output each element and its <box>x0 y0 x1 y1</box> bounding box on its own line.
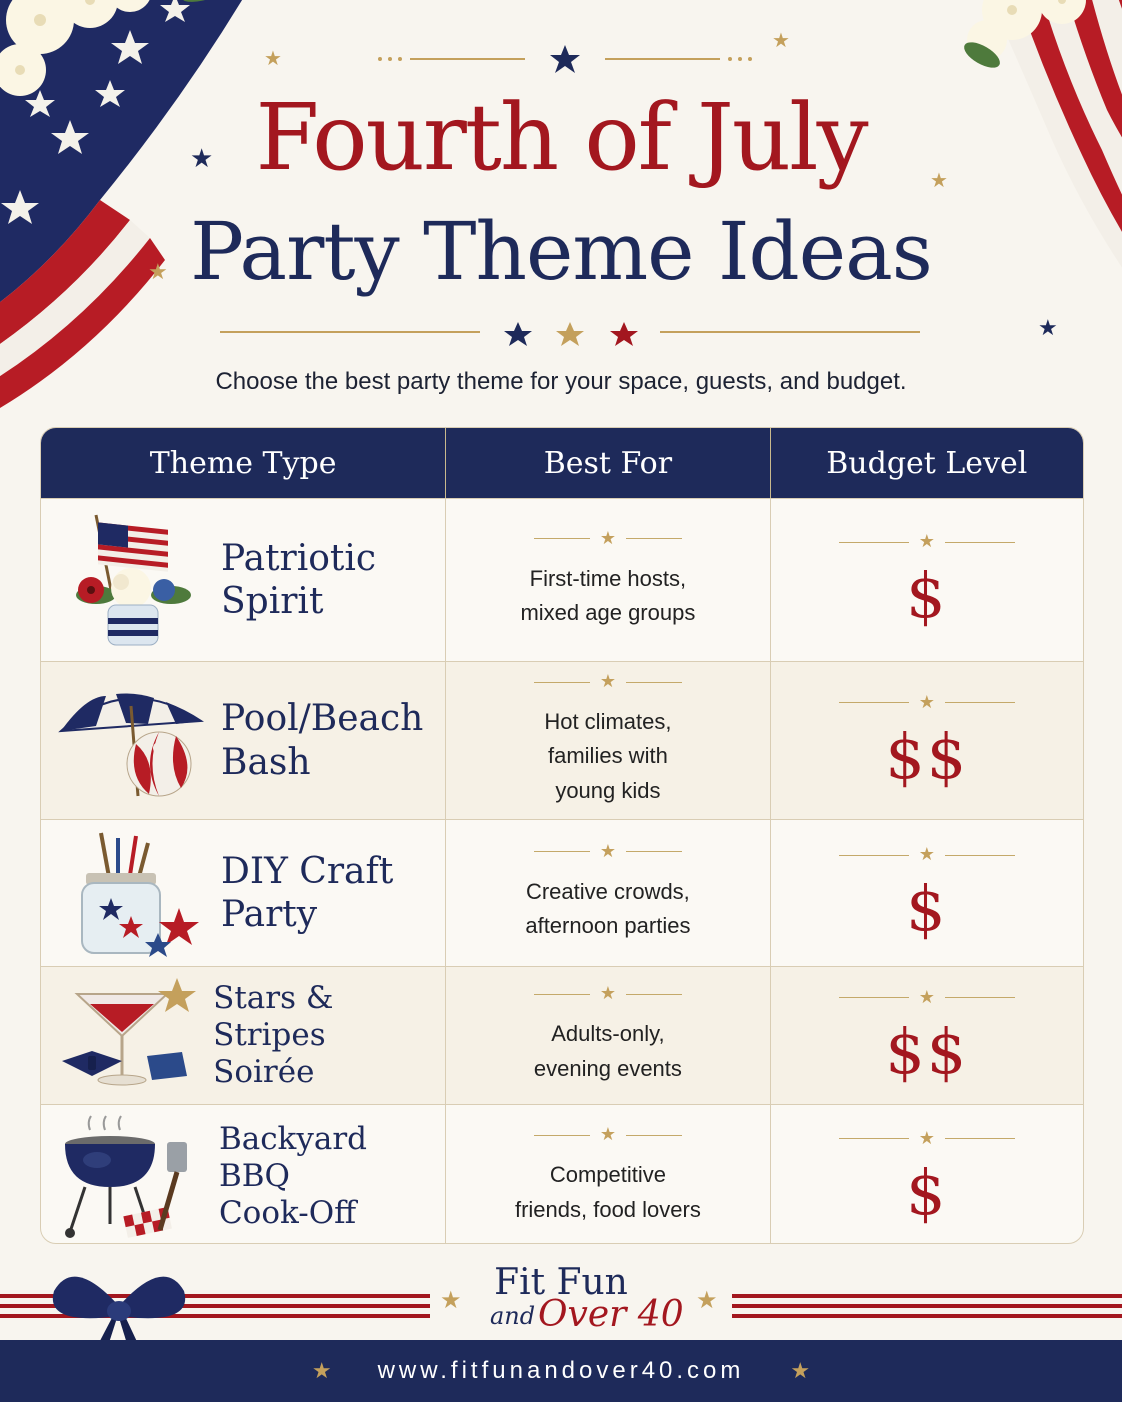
cocktail-bowtie-icon <box>52 976 202 1096</box>
table-header <box>41 428 1083 498</box>
star-icon: ★ <box>918 1127 935 1149</box>
title-divider <box>220 320 920 348</box>
best-for-cell <box>446 662 770 819</box>
budget-cell <box>771 1105 1083 1244</box>
theme-name: Backyard BBQ Cook-Off <box>218 1120 368 1232</box>
star-icon: ★ <box>599 527 616 549</box>
budget-level: $ <box>906 559 948 632</box>
logo-text-fit-fun: Fit Fun <box>494 1262 628 1303</box>
theme-cell <box>41 967 446 1104</box>
logo-text-over-40: Over 40 <box>538 1294 684 1335</box>
best-for-text: Creative crowds, afternoon parties <box>525 878 691 938</box>
budget-cell <box>771 967 1083 1104</box>
star-icon: ★ <box>440 1286 462 1314</box>
best-for-cell <box>446 820 770 966</box>
theme-cell <box>41 820 446 966</box>
theme-name: DIY Craft Party <box>221 850 394 935</box>
best-for-text: Hot climates, families with young kids <box>544 709 672 803</box>
star-icon: ★ <box>918 531 935 552</box>
budget-cell <box>771 820 1083 966</box>
craft-jar-icon <box>56 828 206 958</box>
title-line-1: Fourth of July <box>255 84 867 191</box>
star-icon: ★ <box>148 260 168 285</box>
star-icon: ★ <box>311 1358 332 1384</box>
budget-level: $ <box>906 1155 948 1229</box>
website-url[interactable]: www.fitfunandover40.com <box>377 1357 745 1384</box>
star-icon: ★ <box>599 671 616 693</box>
theme-cell <box>41 499 446 661</box>
theme-table <box>40 427 1084 1244</box>
star-icon: ★ <box>599 983 616 1005</box>
star-icon: ★ <box>696 1286 718 1314</box>
star-icon: ★ <box>599 1124 616 1146</box>
star-icon: ★ <box>1038 316 1058 341</box>
star-icon: ★ <box>790 1358 811 1384</box>
best-for-text: Competitive friends, food lovers <box>514 1162 701 1222</box>
star-icon: ★ <box>918 691 935 713</box>
star-icon: ★ <box>772 28 790 52</box>
table-row <box>41 661 1083 819</box>
star-icon: ★ <box>264 46 282 70</box>
logo-text-and: and <box>490 1302 536 1330</box>
best-for-cell <box>446 499 770 661</box>
theme-name: Patriotic Spirit <box>221 537 377 622</box>
flag-bouquet-icon <box>56 510 206 650</box>
theme-cell <box>41 662 446 819</box>
grill-icon <box>55 1112 205 1242</box>
star-icon: ★ <box>190 144 214 174</box>
table-row <box>41 1104 1083 1244</box>
budget-level: $$ <box>885 1014 969 1088</box>
header-best-for: Best For <box>446 428 770 498</box>
table-row <box>41 966 1083 1104</box>
best-for-cell <box>446 967 770 1104</box>
footer-bar <box>0 1340 1122 1402</box>
star-icon: ★ <box>930 168 948 192</box>
umbrella-beachball-icon <box>56 676 206 806</box>
table-row <box>41 498 1083 661</box>
table-row <box>41 819 1083 966</box>
budget-cell <box>771 499 1083 661</box>
star-icon: ★ <box>918 986 935 1008</box>
best-for-text: First-time hosts, mixed age groups <box>520 565 696 625</box>
theme-name: Stars & Stripes Soirée <box>213 979 334 1091</box>
best-for-cell <box>446 1105 770 1244</box>
header-theme-type: Theme Type <box>41 428 446 498</box>
budget-cell <box>771 662 1083 819</box>
budget-level: $ <box>906 872 948 945</box>
title-line-2: Party Theme Ideas <box>190 205 932 298</box>
theme-cell <box>41 1105 446 1244</box>
star-icon: ★ <box>599 840 616 862</box>
top-ornament <box>375 44 755 74</box>
subtitle: Choose the best party theme for your space, guests, and budget. <box>215 368 907 395</box>
star-icon: ★ <box>918 844 935 865</box>
budget-level: $$ <box>885 719 969 793</box>
header-budget-level: Budget Level <box>826 445 1028 481</box>
best-for-text: Adults-only, evening events <box>533 1021 682 1081</box>
theme-name: Pool/Beach Bash <box>221 698 424 783</box>
